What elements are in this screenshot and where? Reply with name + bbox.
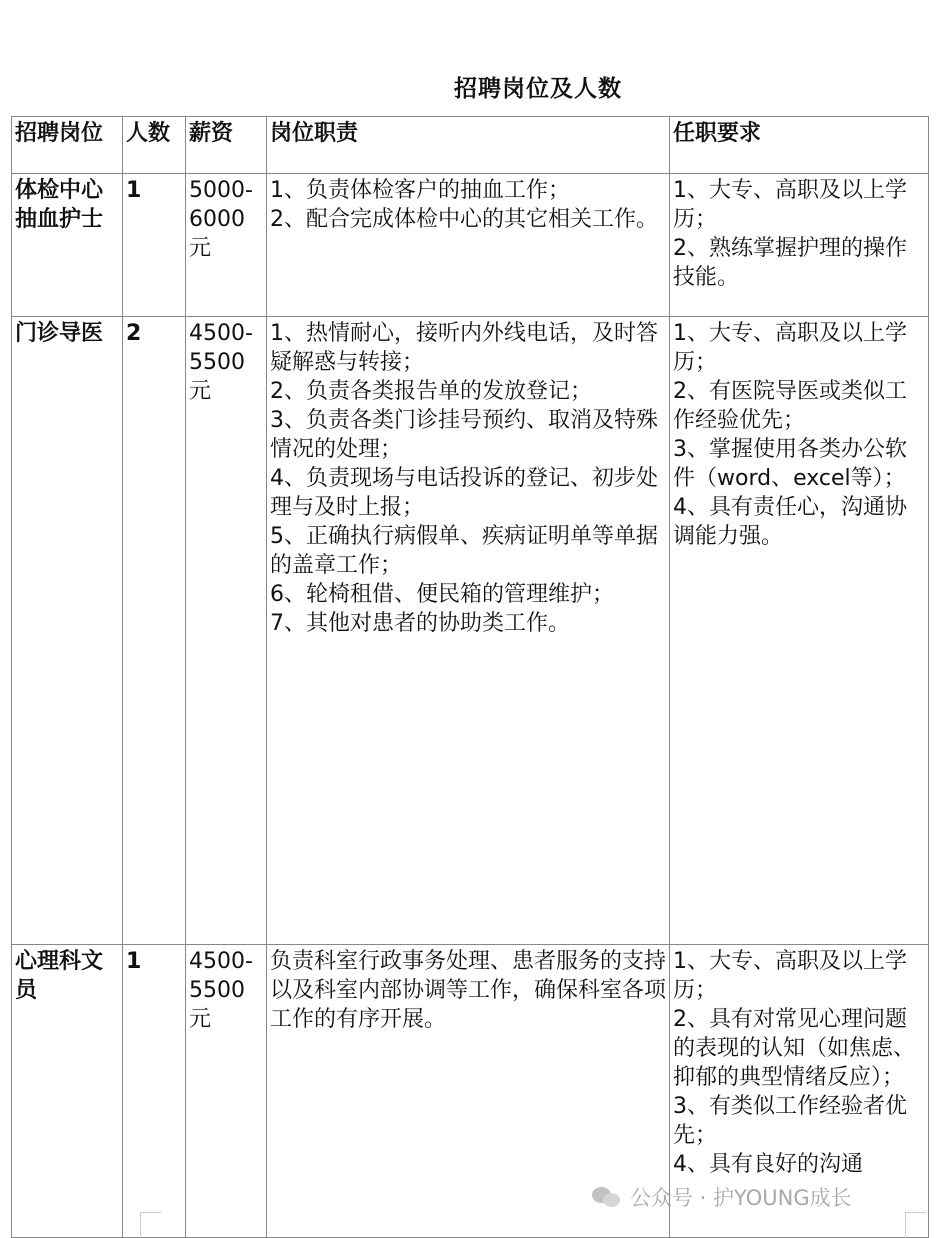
requirement-item: 2、熟练掌握护理的操作技能。 [673,236,907,290]
table-row [12,174,929,317]
position-cell: 体检中心抽血护士 [12,174,123,317]
header-duties: 岗位职责 [267,117,670,174]
requirement-item: 1、大专、高职及以上学历； [673,178,907,232]
table-row [12,317,929,945]
duty-item: 1、负责体检客户的抽血工作； [270,178,570,203]
page-title: 招聘岗位及人数 [454,76,622,102]
count-cell: 2 [123,317,186,945]
duty-item: 5、正确执行病假单、疾病证明单等单据的盖章工作； [270,524,658,578]
duty-item: 2、负责各类报告单的发放登记； [270,379,592,404]
duty-item: 2、配合完成体检中心的其它相关工作。 [270,207,658,232]
table-header-row [12,117,929,174]
crop-corner-mark [905,1212,926,1238]
requirement-item: 1、大专、高职及以上学历； [673,321,907,375]
crop-corner-mark [140,1212,161,1238]
duty-item: 3、负责各类门诊挂号预约、取消及特殊情况的处理； [270,408,658,462]
wechat-icon [592,1185,622,1209]
duties-cell [267,317,670,945]
header-position: 招聘岗位 [12,117,123,174]
duty-item: 6、轮椅租借、便民箱的管理维护； [270,582,614,607]
header-salary: 薪资 [186,117,267,174]
header-requirements: 任职要求 [670,117,929,174]
requirement-item: 3、有类似工作经验者优先； [673,1094,907,1148]
position-cell: 心理科文员 [12,945,123,1238]
salary-cell: 4500-5500元 [186,945,267,1238]
count-cell: 1 [123,945,186,1238]
watermark [592,1182,852,1212]
position-cell: 门诊导医 [12,317,123,945]
duty-item: 1、热情耐心，接听内外线电话，及时答疑解惑与转接； [270,321,658,375]
requirements-cell [670,317,929,945]
requirement-item: 2、具有对常见心理问题的表现的认知（如焦虑、抑郁的典型情绪反应）； [673,1007,916,1090]
header-count: 人数 [123,117,186,174]
requirement-item: 4、具有责任心，沟通协调能力强。 [673,495,907,549]
requirement-item: 1、大专、高职及以上学历； [673,949,907,1003]
duty-item: 负责科室行政事务处理、患者服务的支持以及科室内部协调等工作，确保科室各项工作的有序开展。 [270,949,667,1032]
requirement-item: 3、掌握使用各类办公软件（word、excel等）； [673,437,907,491]
count-cell: 1 [123,174,186,317]
requirement-item: 2、有医院导医或类似工作经验优先； [673,379,907,433]
salary-cell: 4500-5500元 [186,317,267,945]
recruitment-table [11,116,929,1238]
requirements-cell [670,174,929,317]
watermark-text: 公众号 · 护YOUNG成长 [630,1186,852,1210]
duty-item: 7、其他对患者的协助类工作。 [270,611,570,636]
requirement-item: 4、具有良好的沟通 [673,1152,863,1177]
duties-cell [267,174,670,317]
salary-cell: 5000-6000元 [186,174,267,317]
duty-item: 4、负责现场与电话投诉的登记、初步处理与及时上报； [270,466,658,520]
